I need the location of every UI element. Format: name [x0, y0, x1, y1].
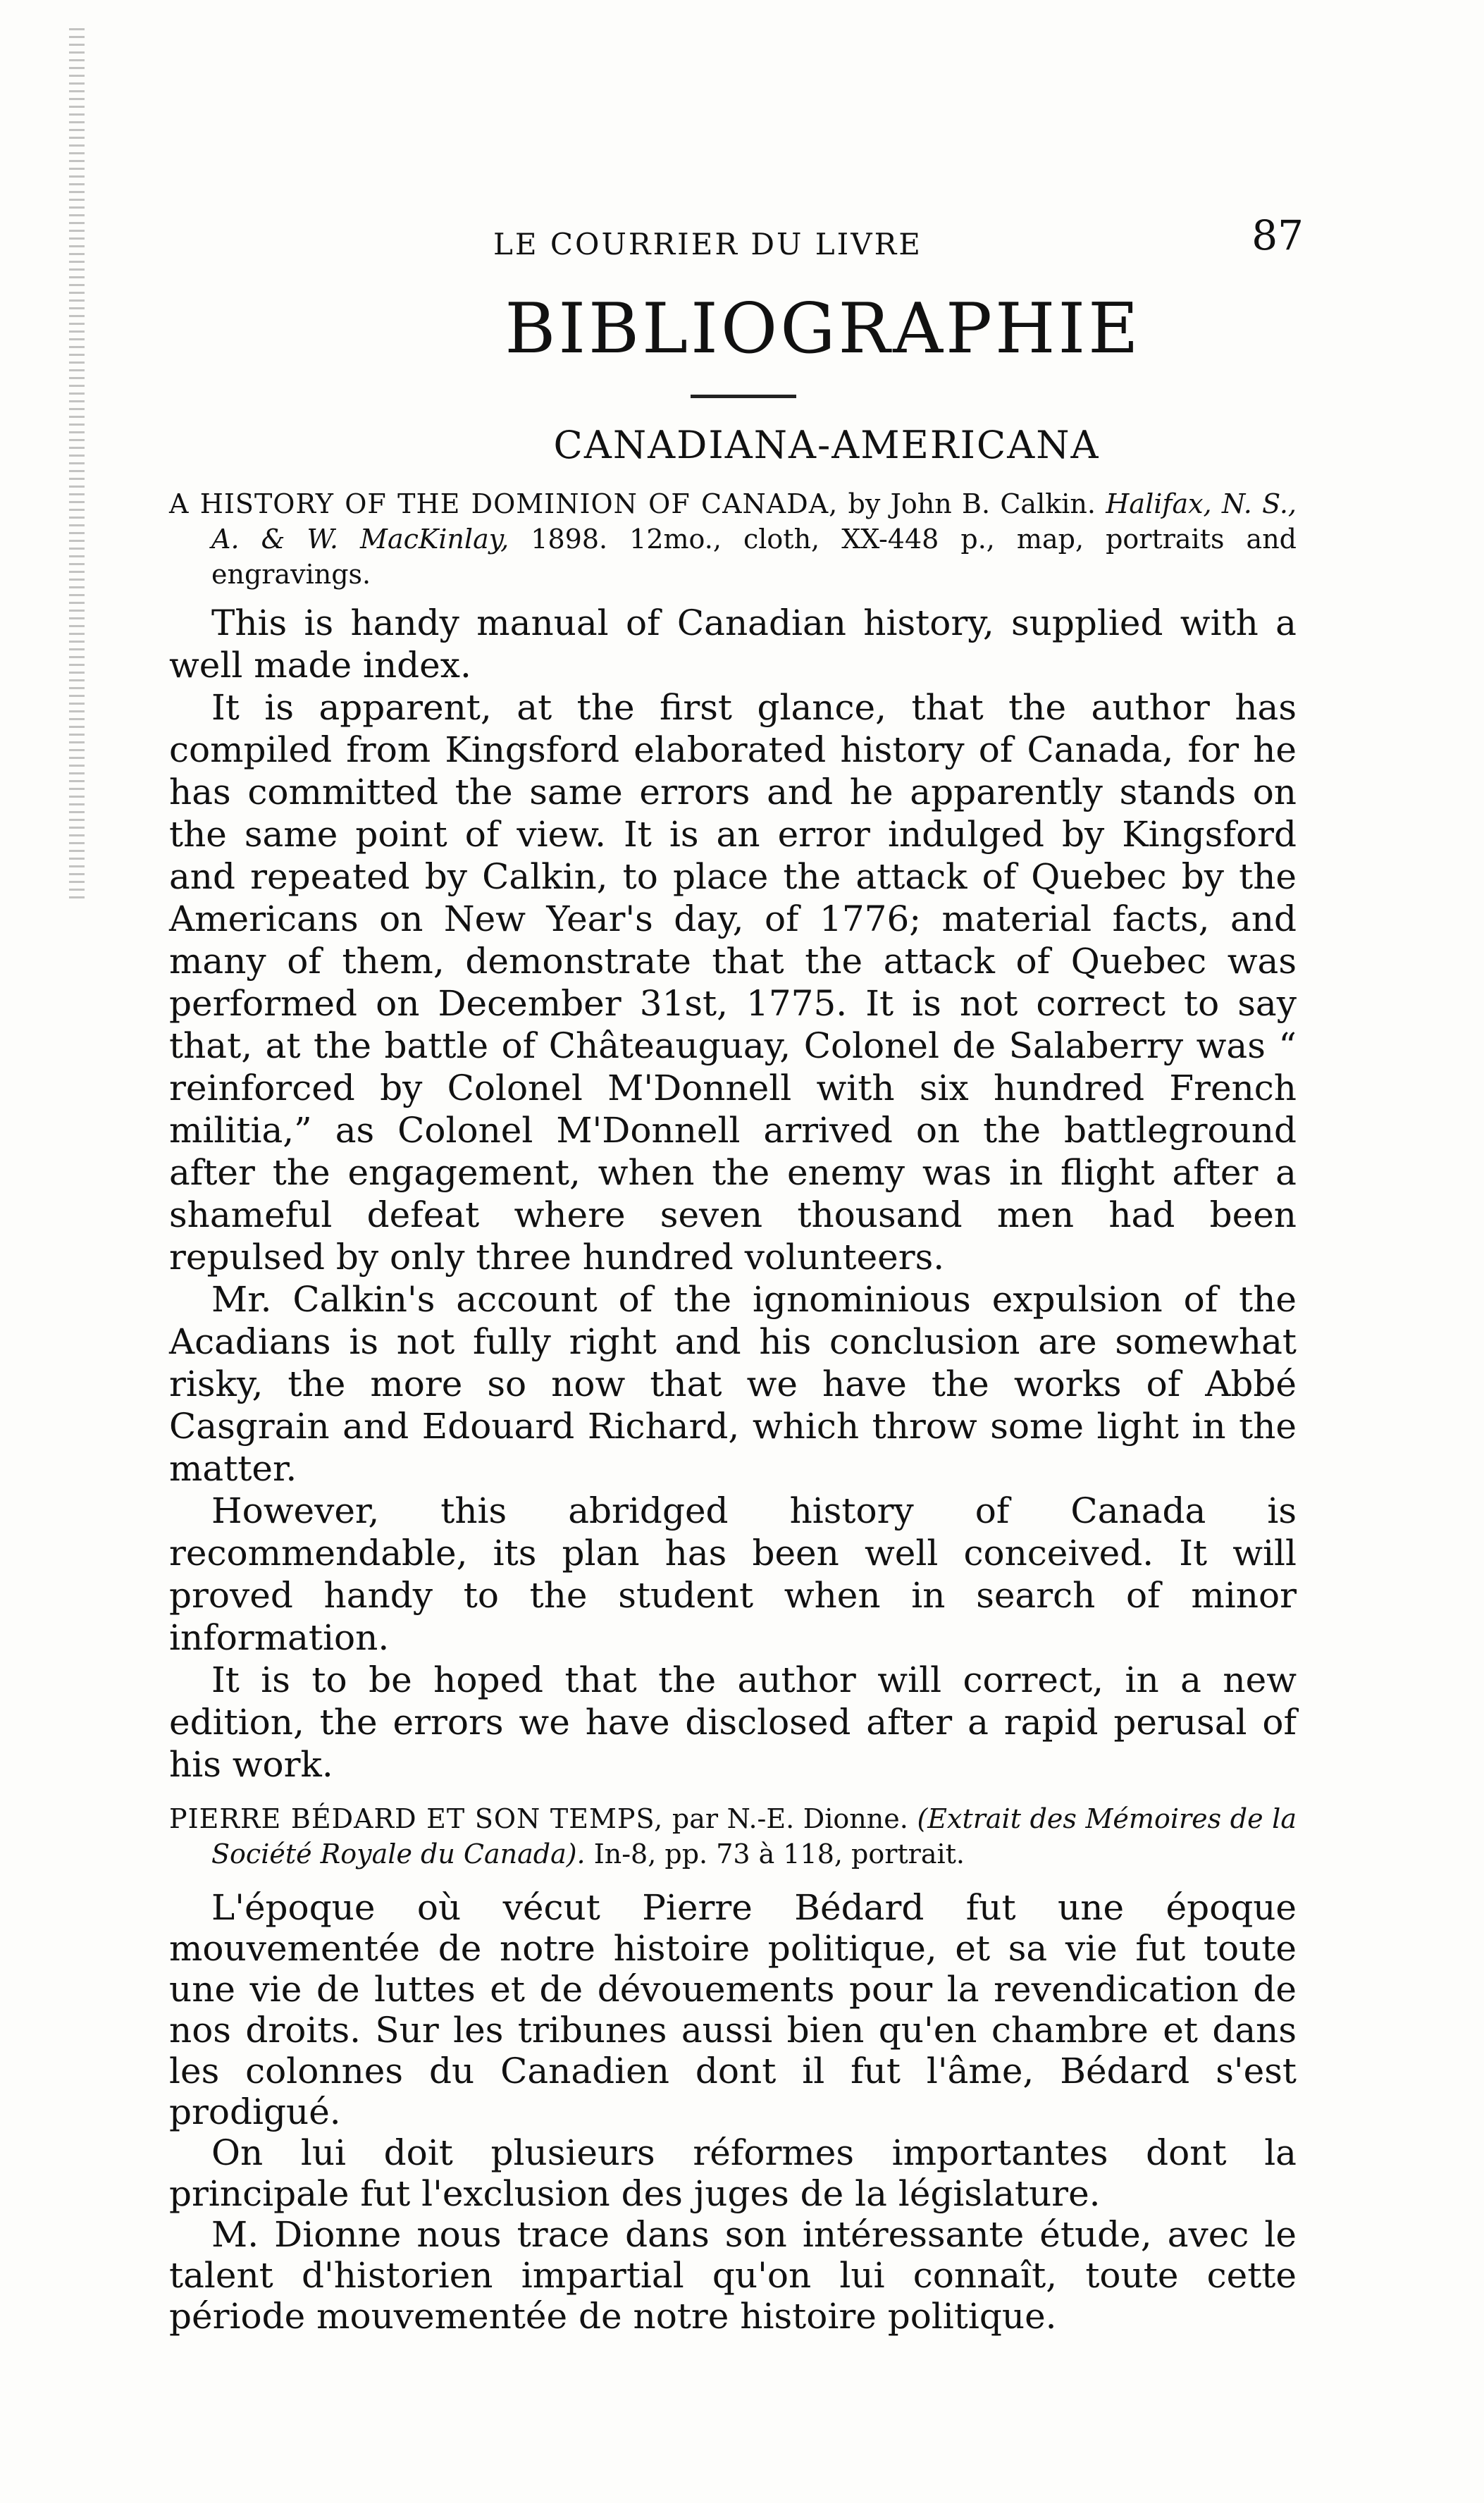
- citation-details: 1898. 12mo., cloth, XX-448 p., map, portraits and engravings.: [211, 524, 1297, 590]
- section-title: CANADIANA-AMERICANA: [553, 423, 1100, 467]
- citation-details: In-8, pp. 73 à 118, portrait.: [585, 1838, 965, 1869]
- citation-entry-2: [169, 1801, 1297, 1872]
- citation-entry-1: [169, 486, 1297, 592]
- citation-author: by John B. Calkin.: [838, 488, 1096, 519]
- paragraph: However, this abridged history of Canada is recommendable, its plan has been well conceived. It will proved handy to the student when in search of minor information.: [169, 1490, 1297, 1658]
- paragraph: L'époque où vécut Pierre Bédard fut une époque mouvementée de notre histoire politique, et sa vie fut toute une vie de luttes et de dévouements pour la revendication de nos droits. Sur les tribunes aussi bien qu'en chambre et dans les colonnes du Canadien dont il fut l'âme, Bédard s'est prodigué.: [169, 1887, 1297, 2132]
- citation-title: A HISTORY OF THE DOMINION OF CANADA,: [169, 488, 839, 519]
- paragraph: This is handy manual of Canadian history, supplied with a well made index.: [169, 602, 1297, 686]
- title-divider: [691, 395, 796, 398]
- article-body: [169, 486, 1297, 2337]
- paragraph: M. Dionne nous trace dans son intéressante étude, avec le talent d'historien impartial qu'on lui connaît, toute cette période mouvementée de notre histoire politique.: [169, 2214, 1297, 2337]
- paragraph: It is apparent, at the first glance, that the author has compiled from Kingsford elaborated history of Canada, for he has committed the same errors and he apparently stands on the same point of view. It is an error indulged by Kingsford and repeated by Calkin, to place the attack of Quebec by the Americans on New Year's day, of 1776; material facts, and many of them, demonstrate that the attack of Quebec was performed on December 31st, 1775. It is not correct to say that, at the battle of Châteauguay, Colonel de Salaberry was “ reinforced by Colonel M'Donnell with six hundred French militia,” as Colonel M'Donnell arrived on the battleground after the engagement, when the enemy was in flight after a shameful defeat where seven thousand men had been repulsed by only three hundred volunteers.: [169, 687, 1297, 1278]
- paragraph: Mr. Calkin's account of the ignominious expulsion of the Acadians is not fully right and his conclusion are somewhat risky, the more so now that we have the works of Abbé Casgrain and Edouard Richard, which throw some light in the matter.: [169, 1279, 1297, 1489]
- citation-imprint: (Extrait des Mémoires de la Société Royale du Canada).: [211, 1803, 1297, 1869]
- citation-title: PIERRE BÉDARD ET SON TEMPS,: [169, 1803, 664, 1834]
- running-head: LE COURRIER DU LIVRE: [493, 227, 922, 261]
- page-title: BIBLIOGRAPHIE: [505, 289, 1142, 369]
- paragraph: It is to be hoped that the author will correct, in a new edition, the errors we have disclosed after a rapid perusal of his work.: [169, 1660, 1297, 1785]
- paragraph: On lui doit plusieurs réformes importantes dont la principale fut l'exclusion des juges de la législature.: [169, 2132, 1297, 2214]
- page-header: [493, 211, 1304, 268]
- citation-author: par N.-E. Dionne.: [663, 1803, 917, 1834]
- page-number: 87: [1251, 211, 1304, 259]
- citation-imprint: Halifax, N. S., A. & W. MacKinlay,: [211, 488, 1297, 555]
